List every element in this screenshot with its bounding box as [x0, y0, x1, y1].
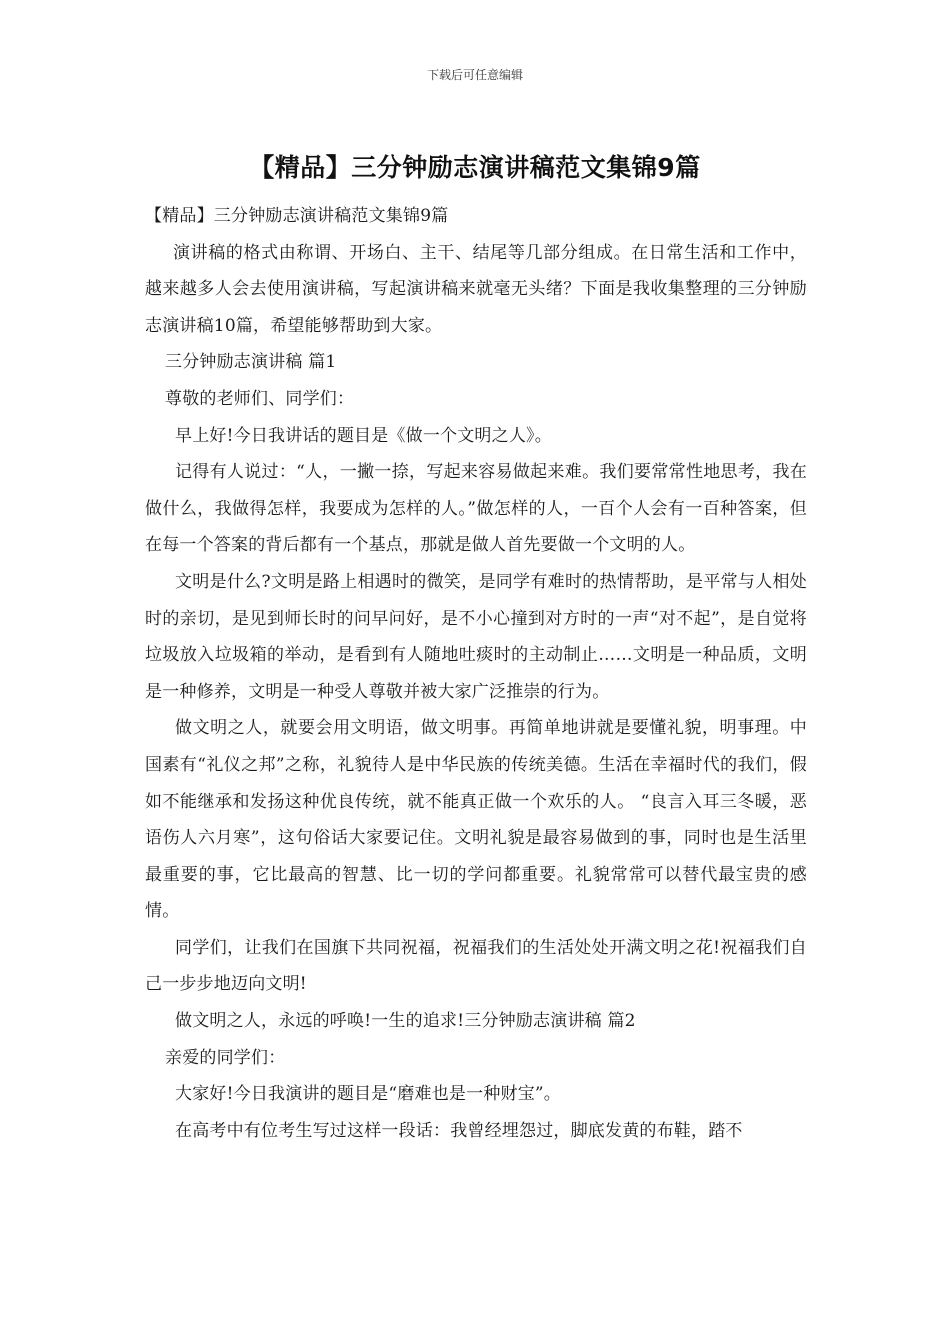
intro-paragraph: 演讲稿的格式由称谓、开场白、主干、结尾等几部分组成。在日常生活和工作中，越来越多人会去使用演讲稿，写起演讲稿来就毫无头绪？下面是我收集整理的三分钟励志演讲稿10篇，希望能够帮助到大家。	[145, 242, 807, 336]
body-paragraph: 同学们，让我们在国旗下共同祝福，祝福我们的生活处处开满文明之花!祝福我们自己一步步地迈向文明!	[145, 937, 807, 995]
salutation: 尊敬的老师们、同学们：	[165, 388, 355, 409]
body-paragraph: 在高考中有位考生写过这样一段话：我曾经埋怨过，脚底发黄的布鞋，踏不	[175, 1120, 743, 1141]
document-body	[145, 198, 807, 1149]
subtitle-line: 【精品】三分钟励志演讲稿范文集锦9篇	[145, 206, 449, 226]
body-paragraph: 记得有人说过：“人，一撇一捺，写起来容易做起来难。我们要常常性地思考，我在做什么，我做得怎样，我要成为怎样的人。”做怎样的人，一百个人会有一百种答案，但在每一个答案的背后都有一个基点，那就是做人首先要做一个文明的人。	[145, 462, 807, 556]
body-paragraph: 大家好!今日我演讲的题目是“磨难也是一种财宝”。	[175, 1084, 562, 1105]
body-paragraph: 早上好!今日我讲话的题目是《做一个文明之人》。	[175, 425, 552, 446]
body-paragraph: 做文明之人，就要会用文明语，做文明事。再简单地讲就是要懂礼貌，明事理。中国素有“礼仪之邦”之称，礼貌待人是中华民族的传统美德。生活在幸福时代的我们，假如不能继承和发扬这种优良传统，就不能真正做一个欢乐的人。 “良言入耳三冬暖，恶语伤人六月寒”，这句俗话大家要记住。文明礼貌是最容易做到的事，同时也是生活里最重要的事，它比最高的智慧、比一切的学问都重要。礼貌常常可以替代最宝贵的感情。	[145, 718, 807, 922]
body-paragraph: 文明是什么?文明是路上相遇时的微笑，是同学有难时的热情帮助，是平常与人相处时的亲切，是见到师长时的问早问好，是不小心撞到对方时的一声“对不起”，是自觉将垃圾放入垃圾箱的举动，是看到有人随地吐痰时的主动制止……文明是一种品质，文明是一种修养，文明是一种受人尊敬并被大家广泛推崇的行为。	[145, 571, 807, 702]
section-heading: 三分钟励志演讲稿 篇1	[165, 352, 337, 373]
body-paragraph: 做文明之人，永远的呼唤!一生的追求!三分钟励志演讲稿 篇2	[175, 1011, 636, 1032]
salutation: 亲爱的同学们：	[165, 1047, 286, 1068]
page-header-note: 下载后可任意编辑	[426, 68, 523, 82]
document-title: 【精品】三分钟励志演讲稿范文集锦9篇	[249, 153, 701, 182]
